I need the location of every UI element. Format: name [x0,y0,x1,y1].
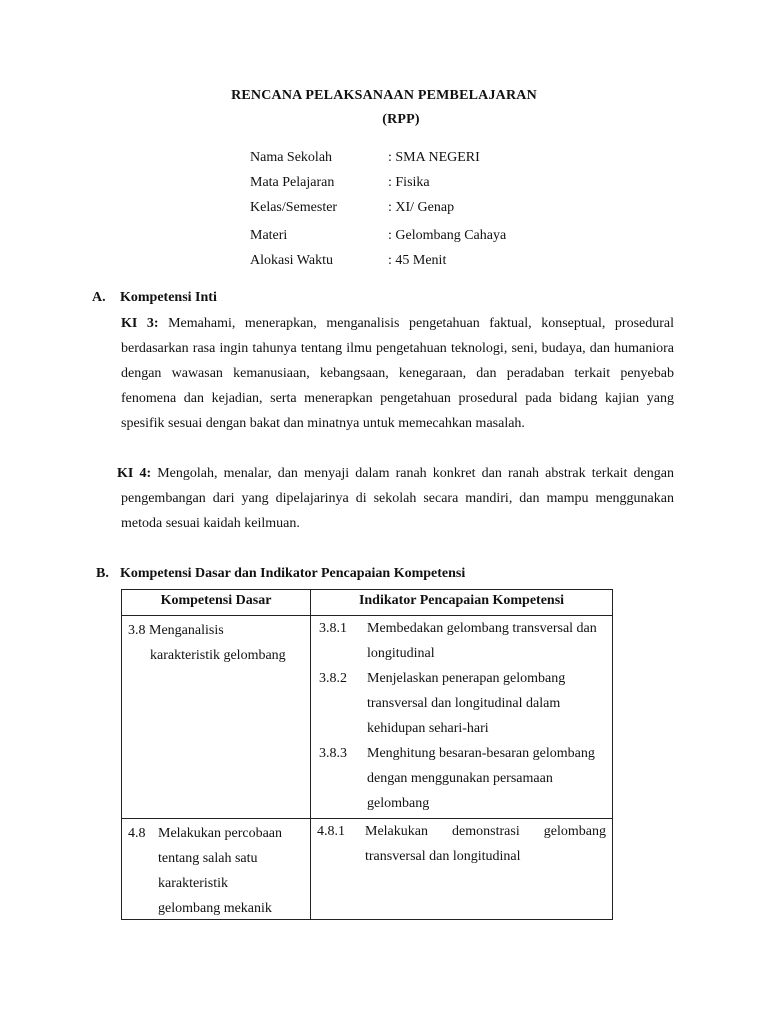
section-b-heading [96,566,465,582]
info-row-material [250,223,506,248]
header-kompetensi-dasar: Kompetensi Dasar [122,590,311,616]
info-value: : Gelombang Cahaya [388,228,507,243]
info-label: Materi [250,228,288,243]
document-subtitle-text: (RPP) [382,112,420,127]
kd-cell [122,616,311,819]
info-row-school [250,145,506,170]
info-value: : XI/ Genap [388,200,455,215]
info-value: : Fisika [388,175,430,190]
kd-cell [122,819,311,920]
indicator-text: Melakukan demonstrasi gelombang transversal dan longitudinal [365,824,606,864]
document-title [0,88,768,104]
ki4-paragraph [117,461,674,536]
kd-line [128,618,304,643]
table-row [122,616,613,819]
indicator-item [319,666,606,741]
kd-number: 4.8 [128,826,146,841]
indicator-number: 3.8.1 [319,621,347,636]
info-value: : 45 Menit [388,253,447,268]
info-label: Nama Sekolah [250,150,333,165]
header-indikator: Indikator Pencapaian Kompetensi [311,590,613,616]
indicator-number: 4.8.1 [317,824,345,839]
competency-table [121,589,613,920]
info-value: : SMA NEGERI [388,150,480,165]
table-header-row [122,590,613,616]
info-row-time [250,248,506,273]
indicator-cell [311,616,613,819]
info-label: Mata Pelajaran [250,175,335,190]
document-subtitle [0,112,768,128]
info-label: Kelas/Semester [250,200,338,215]
ki3-label: KI 3: [121,316,159,331]
indicator-text: Menghitung besaran-besaran gelombang dengan menggunakan persamaan gelombang [367,746,595,811]
ki3-paragraph [121,311,674,436]
table-row [122,819,613,920]
indicator-text: Menjelaskan penerapan gelombang transversal dan longitudinal dalam kehidupan sehari-hari [367,671,566,736]
ki4-text: Mengolah, menalar, dan menyaji dalam ranah konkret dan ranah abstrak terkait dengan pengembangan dari yang dipelajarinya di sekolah secara mandiri, dan mampu menggunakan metoda sesuai kaidah keilmuan. [121,466,674,531]
section-b-title: Kompetensi Dasar dan Indikator Pencapaian Kompetensi [120,566,466,581]
info-row-class [250,195,506,220]
indicator-number: 3.8.2 [319,671,347,686]
section-a-title: Kompetensi Inti [120,290,217,305]
ki4-label: KI 4: [117,466,152,481]
info-label: Alokasi Waktu [250,253,333,268]
indicator-item [319,616,606,666]
info-row-subject [250,170,506,195]
indicator-text: Membedakan gelombang transversal dan longitudinal [367,621,597,661]
document-title-text: RENCANA PELAKSANAAN PEMBELAJARAN [231,88,537,103]
kd-number: 3.8 [128,623,146,638]
info-table [250,145,506,273]
indicator-cell [311,819,613,920]
indicator-item [319,741,606,816]
section-b-letter: B. [96,566,109,581]
kd-text: Menganalisis [149,623,224,638]
indicator-item [317,819,606,869]
section-a-letter: A. [92,290,106,305]
indicator-number: 3.8.3 [319,746,347,761]
section-a-heading [92,290,217,306]
ki3-text: Memahami, menerapkan, menganalisis pengetahuan faktual, konseptual, prosedural berdasarkan rasa ingin tahunya tentang ilmu pengetahuan teknologi, seni, budaya, dan humaniora dengan wawasan kemanusiaan, kebangsaan, kenegaraan, dan peradaban terkait penyebab fenomena dan kejadian, serta menerapkan pengetahuan prosedural pada bidang kajian yang spesifik sesuai dengan bakat dan minatnya untuk memecahkan masalah. [121,316,674,431]
kd-line: karakteristik gelombang [150,648,286,663]
kd-text: Melakukan percobaan tentang salah satu karakteristik gelombang mekanik [158,826,282,916]
